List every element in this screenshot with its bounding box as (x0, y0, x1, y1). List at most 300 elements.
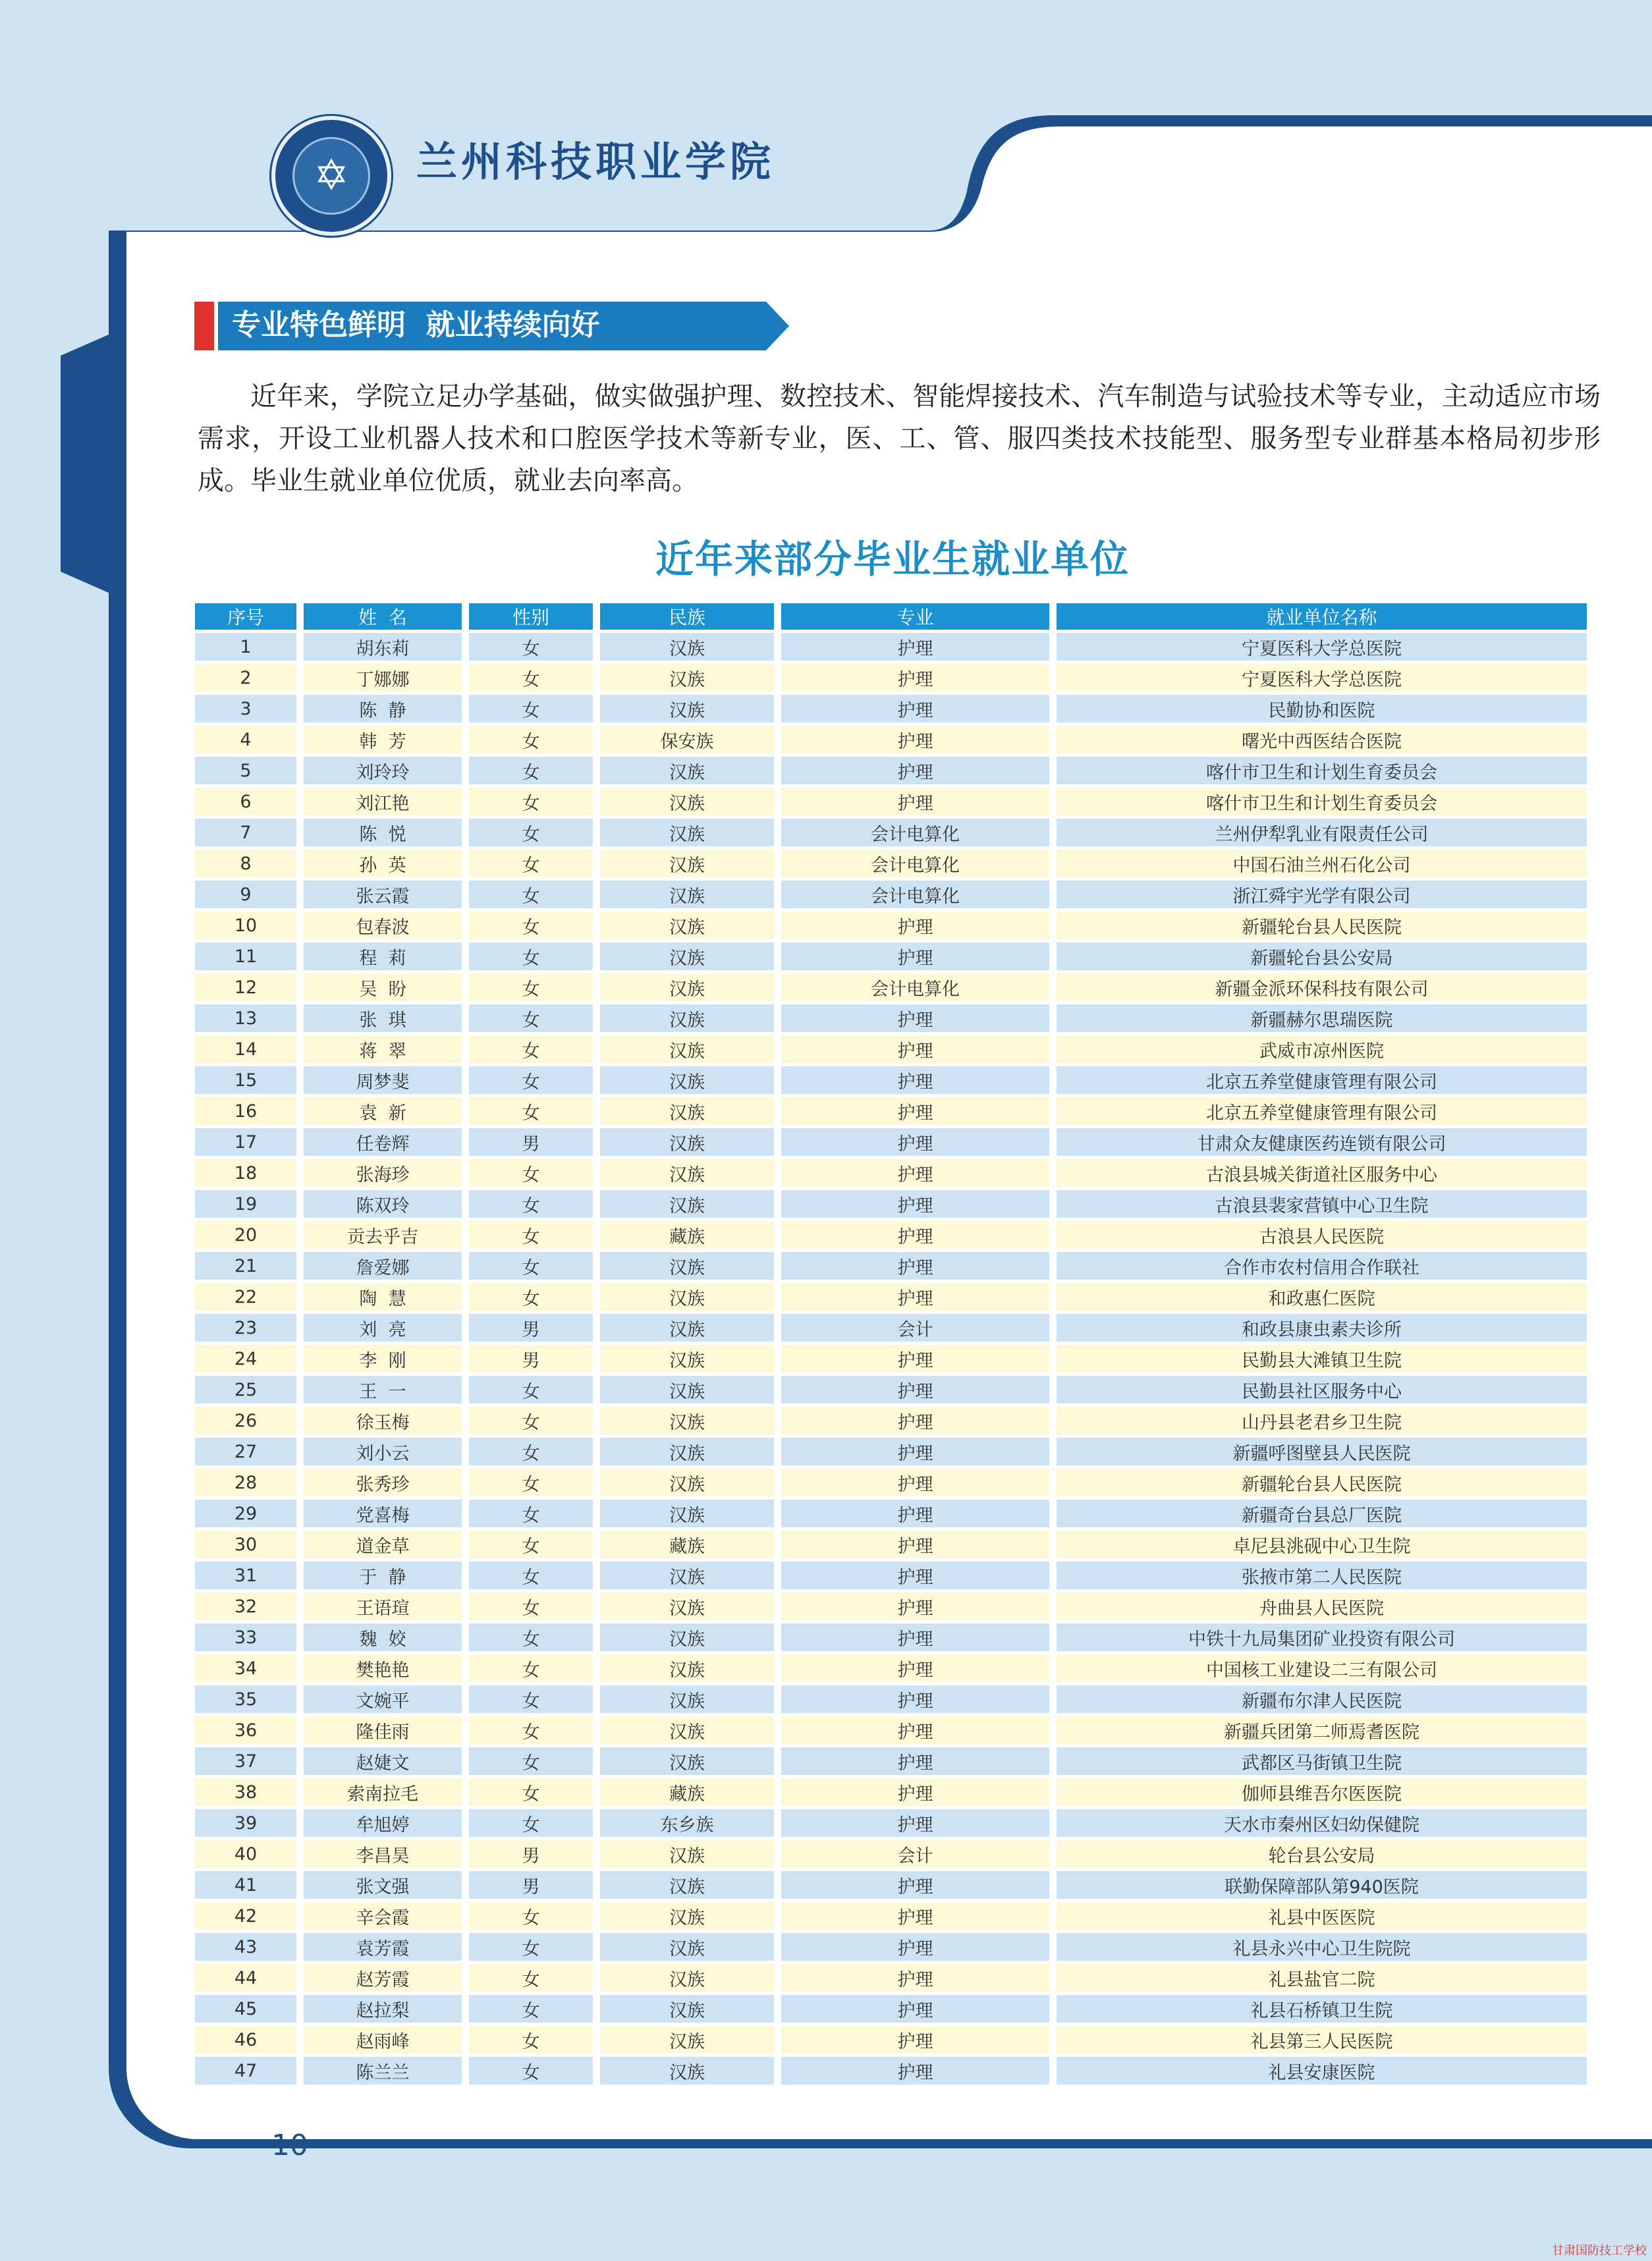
cell-ethnicity: 保安族 (600, 726, 774, 753)
cell-name: 牟旭婷 (304, 1809, 462, 1837)
cell-gender: 女 (469, 1995, 593, 2023)
cell-name: 吴 盼 (304, 973, 462, 1001)
cell-gender: 女 (469, 695, 593, 722)
cell-ethnicity: 汉族 (600, 1500, 774, 1527)
cell-major: 会计电算化 (781, 819, 1049, 846)
cell-major: 护理 (781, 788, 1049, 815)
cell-name: 魏 姣 (304, 1623, 462, 1651)
table-row (195, 1871, 1587, 1899)
cell-name: 刘江艳 (304, 788, 462, 815)
cell-major: 护理 (781, 2057, 1049, 2084)
cell-gender: 女 (469, 1623, 593, 1651)
cell-name: 袁芳霞 (304, 1933, 462, 1961)
cell-employer: 礼县安康医院 (1057, 2057, 1587, 2084)
table-row (195, 881, 1587, 908)
cell-gender: 女 (469, 912, 593, 939)
cell-index: 27 (195, 1438, 296, 1465)
cell-gender: 女 (469, 1902, 593, 1930)
table-row (195, 942, 1587, 970)
cell-ethnicity: 藏族 (600, 1778, 774, 1806)
cell-ethnicity: 汉族 (600, 1097, 774, 1125)
cell-employer: 张掖市第二人民医院 (1057, 1562, 1587, 1589)
cell-employer: 舟曲县人民医院 (1057, 1593, 1587, 1620)
cell-index: 16 (195, 1097, 296, 1125)
cell-ethnicity: 汉族 (600, 1283, 774, 1311)
cell-gender: 女 (469, 942, 593, 970)
cell-name: 刘 亮 (304, 1314, 462, 1342)
table-row (195, 1252, 1587, 1280)
cell-gender: 女 (469, 1593, 593, 1620)
cell-employer: 宁夏医科大学总医院 (1057, 633, 1587, 661)
cell-employer: 喀什市卫生和计划生育委员会 (1057, 757, 1587, 784)
cell-major: 护理 (781, 1593, 1049, 1620)
cell-ethnicity: 汉族 (600, 1871, 774, 1899)
cell-employer: 武都区马街镇卫生院 (1057, 1747, 1587, 1775)
cell-index: 35 (195, 1685, 296, 1713)
cell-employer: 民勤协和医院 (1057, 695, 1587, 722)
intro-paragraph: 近年来，学院立足办学基础，做实做强护理、数控技术、智能焊接技术、汽车制造与试验技术等专业，主动适应市场需求，开设工业机器人技术和口腔医学技术等新专业，医、工、管、服四类技术技能型、服务型专业群基本格局初步形成。毕业生就业单位优质，就业去向率高。 (198, 381, 1601, 496)
cell-index: 36 (195, 1716, 296, 1744)
cell-major: 护理 (781, 1128, 1049, 1156)
cell-name: 赵拉梨 (304, 1995, 462, 2023)
cell-major: 护理 (781, 1933, 1049, 1961)
cell-employer: 喀什市卫生和计划生育委员会 (1057, 788, 1587, 815)
cell-gender: 女 (469, 1500, 593, 1527)
cell-gender: 女 (469, 850, 593, 877)
cell-major: 护理 (781, 695, 1049, 722)
cell-major: 护理 (781, 1902, 1049, 1930)
cell-gender: 女 (469, 757, 593, 784)
cell-employer: 合作市农村信用合作联社 (1057, 1252, 1587, 1280)
cell-name: 陶 慧 (304, 1283, 462, 1311)
cell-employer: 新疆赫尔思瑞医院 (1057, 1004, 1587, 1032)
cell-ethnicity: 汉族 (600, 1376, 774, 1403)
cell-employer: 和政县康虫素夫诊所 (1057, 1314, 1587, 1342)
table-row (195, 1314, 1587, 1342)
table-row (195, 1778, 1587, 1806)
table-row (195, 1004, 1587, 1032)
cell-name: 徐玉梅 (304, 1407, 462, 1434)
cell-employer: 联勤保障部队第940医院 (1057, 1871, 1587, 1899)
cell-name: 赵雨峰 (304, 2026, 462, 2054)
cell-gender: 女 (469, 1283, 593, 1311)
table-row (195, 2057, 1587, 2084)
cell-name: 陈 静 (304, 695, 462, 722)
cell-major: 护理 (781, 1685, 1049, 1713)
cell-gender: 女 (469, 973, 593, 1001)
table-row (195, 1531, 1587, 1558)
cell-index: 5 (195, 757, 296, 784)
cell-ethnicity: 汉族 (600, 1562, 774, 1589)
cell-ethnicity: 汉族 (600, 2057, 774, 2084)
cell-name: 李昌昊 (304, 1840, 462, 1868)
cell-ethnicity: 汉族 (600, 1314, 774, 1342)
cell-employer: 北京五养堂健康管理有限公司 (1057, 1097, 1587, 1125)
cell-gender: 女 (469, 1407, 593, 1434)
cell-index: 11 (195, 942, 296, 970)
table-row (195, 1159, 1587, 1187)
cell-employer: 兰州伊犁乳业有限责任公司 (1057, 819, 1587, 846)
cell-ethnicity: 汉族 (600, 695, 774, 722)
table-row (195, 1623, 1587, 1651)
employment-table (188, 600, 1594, 2088)
cell-ethnicity: 汉族 (600, 942, 774, 970)
cell-name: 隆佳雨 (304, 1716, 462, 1744)
cell-index: 46 (195, 2026, 296, 2054)
cell-major: 护理 (781, 1809, 1049, 1837)
cell-major: 护理 (781, 1221, 1049, 1249)
cell-employer: 新疆呼图壁县人民医院 (1057, 1438, 1587, 1465)
cell-index: 22 (195, 1283, 296, 1311)
table-row (195, 1716, 1587, 1744)
cell-major: 会计电算化 (781, 850, 1049, 877)
cell-index: 12 (195, 973, 296, 1001)
cell-employer: 甘肃众友健康医药连锁有限公司 (1057, 1128, 1587, 1156)
cell-employer: 礼县盐官二院 (1057, 1964, 1587, 1992)
cell-ethnicity: 汉族 (600, 1902, 774, 1930)
cell-ethnicity: 汉族 (600, 850, 774, 877)
cell-major: 护理 (781, 2026, 1049, 2054)
table-row (195, 1190, 1587, 1218)
cell-index: 40 (195, 1840, 296, 1868)
cell-ethnicity: 汉族 (600, 2026, 774, 2054)
cell-ethnicity: 汉族 (600, 1840, 774, 1868)
watermark: 甘肃国防技工学校 (1552, 2244, 1647, 2258)
cell-index: 18 (195, 1159, 296, 1187)
cell-ethnicity: 汉族 (600, 1716, 774, 1744)
cell-major: 护理 (781, 942, 1049, 970)
table-row (195, 664, 1587, 692)
cell-gender: 女 (469, 1469, 593, 1496)
cell-index: 26 (195, 1407, 296, 1434)
column-header-gender: 性别 (469, 603, 593, 630)
cell-employer: 新疆轮台县人民医院 (1057, 912, 1587, 939)
cell-employer: 曙光中西医结合医院 (1057, 726, 1587, 753)
cell-name: 孙 英 (304, 850, 462, 877)
cell-gender: 女 (469, 788, 593, 815)
cell-name: 樊艳艳 (304, 1654, 462, 1682)
cell-index: 45 (195, 1995, 296, 2023)
table-row (195, 1593, 1587, 1620)
cell-ethnicity: 汉族 (600, 1035, 774, 1063)
cell-index: 33 (195, 1623, 296, 1651)
cell-index: 21 (195, 1252, 296, 1280)
cell-gender: 女 (469, 1221, 593, 1249)
cell-index: 47 (195, 2057, 296, 2084)
cell-gender: 女 (469, 1933, 593, 1961)
cell-name: 张文强 (304, 1871, 462, 1899)
table-row (195, 1964, 1587, 1992)
cell-gender: 女 (469, 1035, 593, 1063)
cell-employer: 新疆轮台县公安局 (1057, 942, 1587, 970)
school-name: 兰州科技职业学院 (416, 138, 775, 186)
cell-employer: 浙江舜宇光学有限公司 (1057, 881, 1587, 908)
cell-ethnicity: 汉族 (600, 1438, 774, 1465)
cell-major: 护理 (781, 1035, 1049, 1063)
cell-major: 护理 (781, 1531, 1049, 1558)
table-row (195, 1283, 1587, 1311)
cell-gender: 男 (469, 1840, 593, 1868)
cell-index: 19 (195, 1190, 296, 1218)
cell-ethnicity: 汉族 (600, 1685, 774, 1713)
cell-ethnicity: 汉族 (600, 1747, 774, 1775)
cell-name: 袁 新 (304, 1097, 462, 1125)
cell-ethnicity: 汉族 (600, 819, 774, 846)
cell-index: 15 (195, 1066, 296, 1094)
cell-employer: 新疆兵团第二师焉耆医院 (1057, 1716, 1587, 1744)
column-header-ethnicity: 民族 (600, 603, 774, 630)
table-body (195, 633, 1587, 2084)
cell-gender: 男 (469, 1128, 593, 1156)
cell-ethnicity: 汉族 (600, 912, 774, 939)
cell-index: 14 (195, 1035, 296, 1063)
cell-gender: 女 (469, 664, 593, 692)
cell-ethnicity: 汉族 (600, 788, 774, 815)
table-row (195, 1469, 1587, 1496)
cell-ethnicity: 汉族 (600, 1252, 774, 1280)
cell-name: 刘玲玲 (304, 757, 462, 784)
cell-major: 护理 (781, 1654, 1049, 1682)
cell-ethnicity: 汉族 (600, 633, 774, 661)
cell-name: 刘小云 (304, 1438, 462, 1465)
cell-gender: 女 (469, 1747, 593, 1775)
cell-name: 索南拉毛 (304, 1778, 462, 1806)
cell-gender: 女 (469, 1778, 593, 1806)
cell-index: 20 (195, 1221, 296, 1249)
cell-employer: 新疆金派环保科技有限公司 (1057, 973, 1587, 1001)
cell-ethnicity: 东乡族 (600, 1809, 774, 1837)
cell-index: 25 (195, 1376, 296, 1403)
cell-ethnicity: 汉族 (600, 1066, 774, 1094)
cell-employer: 轮台县公安局 (1057, 1840, 1587, 1868)
table-row (195, 1097, 1587, 1125)
table-row (195, 819, 1587, 846)
cell-name: 王 一 (304, 1376, 462, 1403)
cell-ethnicity: 汉族 (600, 1345, 774, 1373)
cell-employer: 武威市凉州医院 (1057, 1035, 1587, 1063)
cell-index: 30 (195, 1531, 296, 1558)
cell-employer: 古浪县裴家营镇中心卫生院 (1057, 1190, 1587, 1218)
cell-name: 韩 芳 (304, 726, 462, 753)
cell-gender: 女 (469, 1190, 593, 1218)
cell-name: 蒋 翠 (304, 1035, 462, 1063)
cell-index: 37 (195, 1747, 296, 1775)
cell-ethnicity: 汉族 (600, 1128, 774, 1156)
table-row (195, 726, 1587, 753)
cell-index: 28 (195, 1469, 296, 1496)
cell-index: 2 (195, 664, 296, 692)
column-header-major: 专业 (781, 603, 1049, 630)
cell-gender: 女 (469, 1004, 593, 1032)
cell-major: 护理 (781, 1252, 1049, 1280)
cell-ethnicity: 汉族 (600, 1623, 774, 1651)
cell-employer: 山丹县老君乡卫生院 (1057, 1407, 1587, 1434)
cell-employer: 礼县石桥镇卫生院 (1057, 1995, 1587, 2023)
table-title: 近年来部分毕业生就业单位 (655, 537, 1130, 582)
cell-gender: 女 (469, 1809, 593, 1837)
cell-gender: 女 (469, 1252, 593, 1280)
cell-name: 胡东莉 (304, 633, 462, 661)
cell-ethnicity: 汉族 (600, 1995, 774, 2023)
cell-index: 17 (195, 1128, 296, 1156)
cell-index: 44 (195, 1964, 296, 1992)
cell-gender: 女 (469, 1716, 593, 1744)
table-row (195, 1128, 1587, 1156)
cell-name: 文婉平 (304, 1685, 462, 1713)
cell-index: 13 (195, 1004, 296, 1032)
cell-name: 陈兰兰 (304, 2057, 462, 2084)
cell-name: 张 琪 (304, 1004, 462, 1032)
cell-major: 护理 (781, 1345, 1049, 1373)
column-header-index: 序号 (195, 603, 296, 630)
cell-name: 党喜梅 (304, 1500, 462, 1527)
cell-employer: 民勤县社区服务中心 (1057, 1376, 1587, 1403)
cell-name: 赵芳霞 (304, 1964, 462, 1992)
cell-employer: 礼县第三人民医院 (1057, 2026, 1587, 2054)
cell-ethnicity: 汉族 (600, 1964, 774, 1992)
cell-major: 护理 (781, 1438, 1049, 1465)
cell-ethnicity: 汉族 (600, 1407, 774, 1434)
cell-major: 护理 (781, 1747, 1049, 1775)
cell-index: 7 (195, 819, 296, 846)
cell-index: 24 (195, 1345, 296, 1373)
cell-index: 32 (195, 1593, 296, 1620)
cell-ethnicity: 汉族 (600, 664, 774, 692)
table-row (195, 1995, 1587, 2023)
cell-major: 护理 (781, 1964, 1049, 1992)
cell-ethnicity: 汉族 (600, 757, 774, 784)
school-logo (271, 116, 391, 236)
cell-index: 6 (195, 788, 296, 815)
cell-gender: 女 (469, 1654, 593, 1682)
cell-major: 护理 (781, 726, 1049, 753)
cell-major: 护理 (781, 1407, 1049, 1434)
cell-index: 1 (195, 633, 296, 661)
cell-name: 贡去乎吉 (304, 1221, 462, 1249)
table-row (195, 1902, 1587, 1930)
cell-major: 护理 (781, 1995, 1049, 2023)
cell-name: 程 莉 (304, 942, 462, 970)
section-title: 专业特色鲜明 就业持续向好 (232, 308, 600, 342)
table-row (195, 850, 1587, 877)
cell-major: 护理 (781, 1716, 1049, 1744)
table-row (195, 1221, 1587, 1249)
cell-employer: 宁夏医科大学总医院 (1057, 664, 1587, 692)
cell-major: 护理 (781, 633, 1049, 661)
cell-major: 护理 (781, 1066, 1049, 1094)
cell-gender: 女 (469, 1685, 593, 1713)
cell-major: 护理 (781, 1500, 1049, 1527)
table-row (195, 1438, 1587, 1465)
cell-name: 李 刚 (304, 1345, 462, 1373)
cell-ethnicity: 汉族 (600, 1004, 774, 1032)
cell-index: 34 (195, 1654, 296, 1682)
cell-gender: 女 (469, 1438, 593, 1465)
cell-name: 于 静 (304, 1562, 462, 1589)
cell-ethnicity: 汉族 (600, 1593, 774, 1620)
cell-gender: 女 (469, 1531, 593, 1558)
cell-name: 周梦斐 (304, 1066, 462, 1094)
cell-employer: 卓尼县洮砚中心卫生院 (1057, 1531, 1587, 1558)
cell-major: 护理 (781, 1004, 1049, 1032)
cell-employer: 天水市秦州区妇幼保健院 (1057, 1809, 1587, 1837)
cell-major: 护理 (781, 912, 1049, 939)
cell-major: 会计 (781, 1840, 1049, 1868)
cell-gender: 女 (469, 726, 593, 753)
cell-employer: 礼县永兴中心卫生院院 (1057, 1933, 1587, 1961)
logo-emblem-icon: ✡ (292, 137, 370, 215)
cell-name: 张云霞 (304, 881, 462, 908)
cell-index: 39 (195, 1809, 296, 1837)
cell-gender: 男 (469, 1314, 593, 1342)
cell-index: 41 (195, 1871, 296, 1899)
cell-index: 43 (195, 1933, 296, 1961)
cell-major: 护理 (781, 664, 1049, 692)
table-row (195, 1654, 1587, 1682)
table-row (195, 1500, 1587, 1527)
cell-major: 护理 (781, 1376, 1049, 1403)
table-row (195, 1933, 1587, 1961)
table-row (195, 788, 1587, 815)
cell-gender: 女 (469, 1066, 593, 1094)
cell-gender: 女 (469, 633, 593, 661)
cell-index: 9 (195, 881, 296, 908)
cell-name: 詹爱娜 (304, 1252, 462, 1280)
cell-major: 会计 (781, 1314, 1049, 1342)
cell-major: 护理 (781, 1159, 1049, 1187)
table-row (195, 1809, 1587, 1837)
cell-ethnicity: 汉族 (600, 1190, 774, 1218)
cell-major: 会计电算化 (781, 973, 1049, 1001)
cell-name: 辛会霞 (304, 1902, 462, 1930)
cell-name: 王语瑄 (304, 1593, 462, 1620)
cell-gender: 女 (469, 819, 593, 846)
cell-major: 护理 (781, 1283, 1049, 1311)
table-row (195, 1376, 1587, 1403)
cell-major: 护理 (781, 1469, 1049, 1496)
cell-ethnicity: 汉族 (600, 881, 774, 908)
cell-index: 10 (195, 912, 296, 939)
cell-employer: 新疆布尔津人民医院 (1057, 1685, 1587, 1713)
table-row (195, 1407, 1587, 1434)
column-header-employer: 就业单位名称 (1057, 603, 1587, 630)
cell-employer: 北京五养堂健康管理有限公司 (1057, 1066, 1587, 1094)
cell-ethnicity: 汉族 (600, 1654, 774, 1682)
cell-gender: 男 (469, 1871, 593, 1899)
cell-name: 陈 悦 (304, 819, 462, 846)
cell-index: 38 (195, 1778, 296, 1806)
cell-ethnicity: 汉族 (600, 1159, 774, 1187)
cell-name: 张秀珍 (304, 1469, 462, 1496)
cell-major: 护理 (781, 1097, 1049, 1125)
cell-name: 赵婕文 (304, 1747, 462, 1775)
cell-index: 42 (195, 1902, 296, 1930)
table-row (195, 1685, 1587, 1713)
cell-employer: 古浪县人民医院 (1057, 1221, 1587, 1249)
cell-employer: 民勤县大滩镇卫生院 (1057, 1345, 1587, 1373)
cell-index: 3 (195, 695, 296, 722)
table-row (195, 757, 1587, 784)
cell-name: 陈双玲 (304, 1190, 462, 1218)
cell-employer: 中国核工业建设二三有限公司 (1057, 1654, 1587, 1682)
cell-gender: 女 (469, 1159, 593, 1187)
table-row (195, 1562, 1587, 1589)
cell-index: 31 (195, 1562, 296, 1589)
cell-major: 护理 (781, 757, 1049, 784)
table-header-row (195, 603, 1587, 630)
cell-name: 张海珍 (304, 1159, 462, 1187)
cell-ethnicity: 汉族 (600, 973, 774, 1001)
